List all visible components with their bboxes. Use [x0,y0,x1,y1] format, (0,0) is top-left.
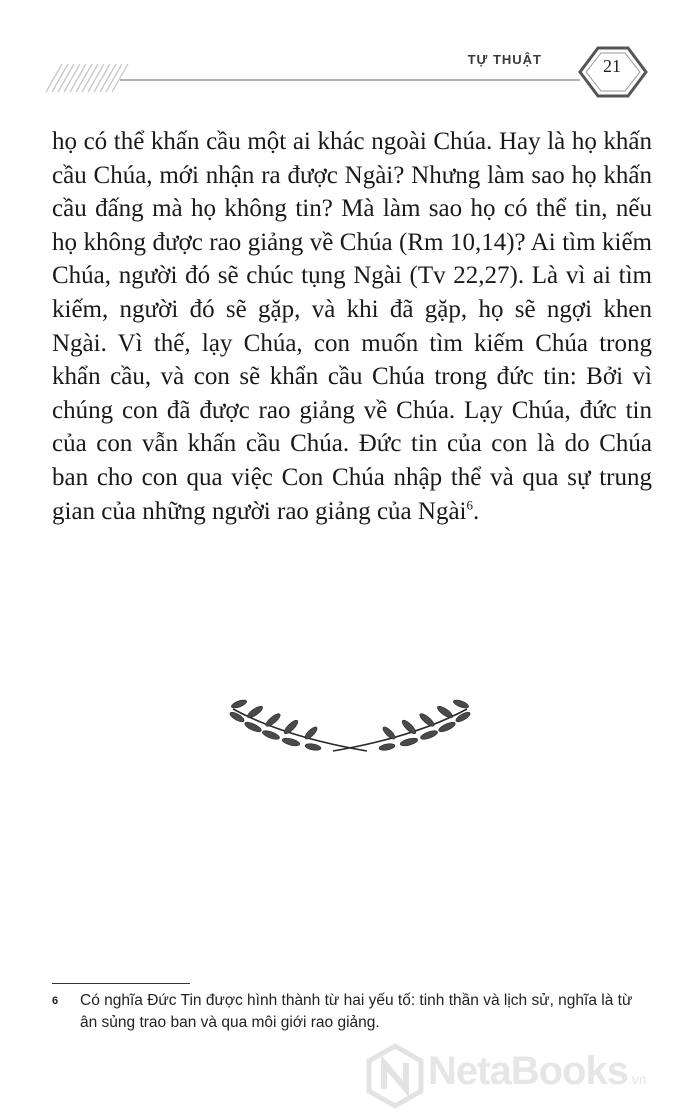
footnote-text: Có nghĩa Đức Tin được hình thành từ hai yếu tố: tinh thần và lịch sử, nghĩa là từ ân sủng trao ban và qua môi giới rao giảng. [80,992,633,1031]
watermark-suffix: .vn [627,1071,647,1087]
laurel-branches-icon [225,695,475,760]
footnote-divider [52,983,190,984]
hatch-pattern [46,64,128,92]
footnote-reference[interactable]: 6 [466,497,474,513]
body-paragraph: họ có thể khấn cầu một ai khác ngoài Chúa. Hay là họ khấn cầu Chúa, mới nhận ra được Ngài? Nhưng làm sao họ khấn cầu đấng mà họ không tin? Mà làm sao họ có thể tin, nếu họ không được rao giảng về Chúa (Rm 10,14)? Ai tìm kiếm Chúa, người đó sẽ chúc tụng Ngài (Tv 22,27). Là vì ai tìm kiếm, người đó sẽ gặp, và khi đã gặp, họ sẽ ngợi khen Ngài. Vì thế, lạy Chúa, con muốn tìm kiếm Chúa trong khẩn cầu, và con sẽ khẩn cầu Chúa trong đức tin: Bởi vì chúng con đã được rao giảng về Chúa. Lạy Chúa, đức tin của con vẫn khấn cầu Chúa. Đức tin của con là do Chúa ban cho con qua việc Con Chúa nhập thể và qua sự trung gian của những người rao giảng của Ngài$^6$. [52,128,652,525]
footnote-number: 6 [52,995,59,1007]
footnote [52,990,652,1034]
watermark-brand [428,1049,647,1094]
paragraph-text: họ có thể khấn cầu một ai khác ngoài Chúa. Hay là họ khấn cầu Chúa, mới nhận ra được Ngài? Nhưng làm sao họ khấn cầu đấng mà họ không tin? Mà làm sao họ có thể tin, nếu họ không được rao giảng về Chúa (Rm 10,14)? Ai tìm kiếm Chúa, người đó sẽ chúc tụng Ngài (Tv 22,27). Là vì ai tìm kiếm, người đó sẽ gặp, và khi đã gặp, họ sẽ ngợi khen Ngài. Vì thế, lạy Chúa, con muốn tìm kiếm Chúa trong khẩn cầu, và con sẽ khẩn cầu Chúa trong đức tin: Bởi vì chúng con đã được rao giảng về Chúa. Lạy Chúa, đức tin của con vẫn khấn cầu Chúa. Đức tin của con là do Chúa ban cho con qua việc Con Chúa nhập thể và qua sự trung gian của những người rao giảng của Ngài [52,128,652,525]
page-number: 21 [603,56,621,76]
page-header [0,0,700,110]
running-title: TỰ THUẬT [467,52,542,67]
watermark-brand-name: NetaBooks [428,1049,628,1093]
header-decoration [0,0,700,110]
netabooks-logo-icon [366,1043,424,1109]
watermark [366,1043,696,1113]
